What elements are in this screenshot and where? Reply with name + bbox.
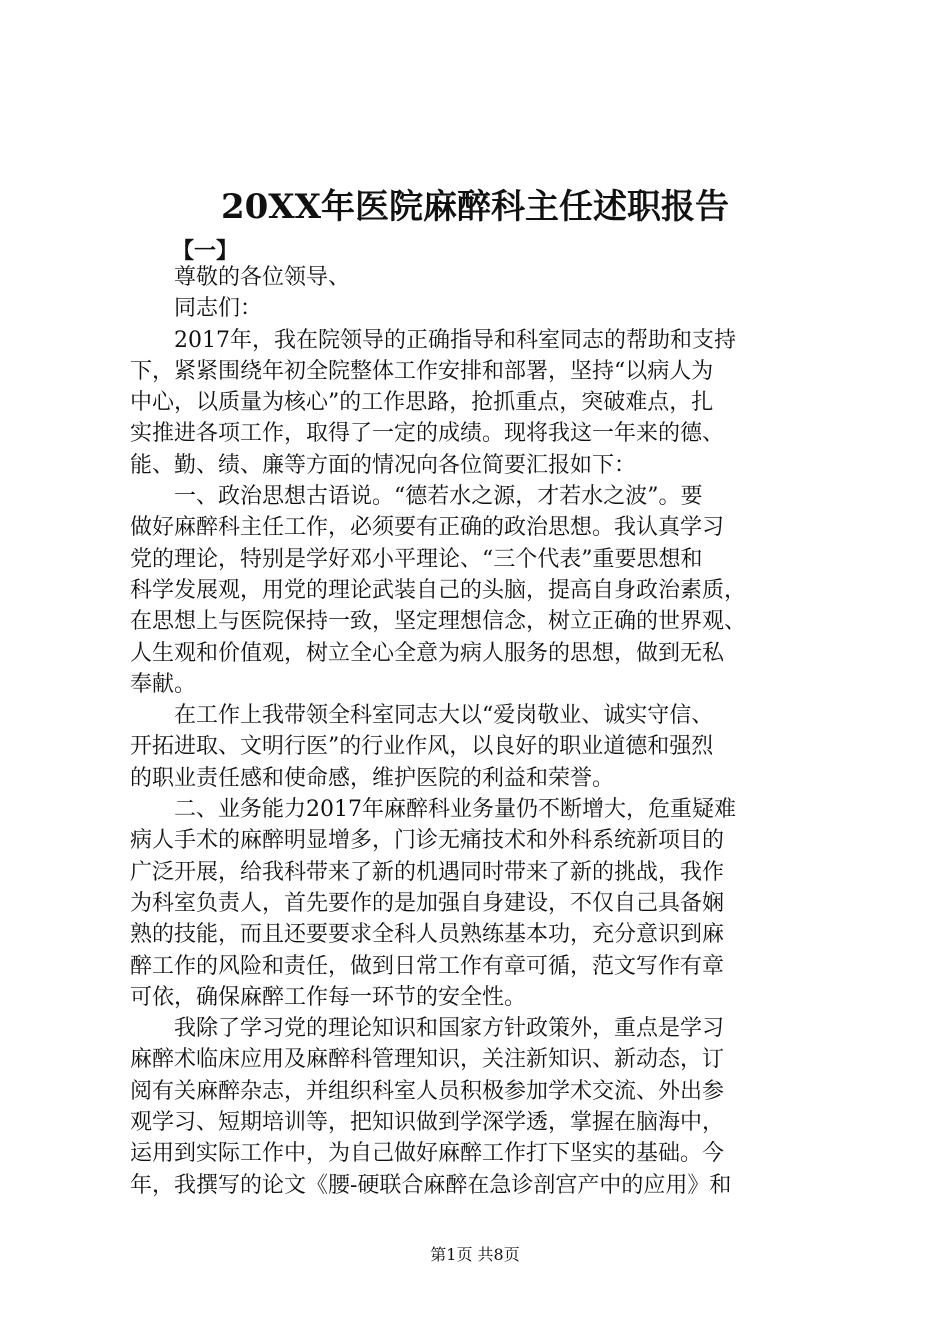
text-line: 做好麻醉科主任工作，必须要有正确的政治思想。我认真学习 — [130, 515, 725, 541]
text-line: 我除了学习党的理论知识和国家方针政策外，重点是学习 — [174, 1016, 725, 1042]
text-line: 开拓进取、文明行医”的行业作风，以良好的职业道德和强烈 — [130, 734, 714, 760]
text-line: 尊敬的各位领导、 — [174, 265, 351, 290]
document-body — [130, 262, 830, 1201]
text-line: 广泛开展，给我科带来了新的机遇同时带来了新的挑战，我作 — [130, 859, 725, 885]
text-line: 阅有关麻醉杂志，并组织科室人员积极参加学术交流、外出参 — [130, 1078, 725, 1104]
text-line: 能、勤、绩、廉等方面的情况向各位简要汇报如下： — [130, 452, 637, 478]
text-line: 同志们： — [174, 296, 263, 322]
text-line: 在工作上我带领全科室同志大以“爱岗敬业、诚实守信、 — [174, 703, 714, 729]
text-line: 年，我撰写的论文《腰-硬联合麻醉在急诊剖宫产中的应用》和 — [130, 1172, 732, 1198]
text-line: 科学发展观，用党的理论武装自己的头脑，提高自身政治素质， — [130, 577, 747, 603]
text-line: 观学习、短期培训等，把知识做到学深学透，掌握在脑海中， — [130, 1110, 725, 1136]
document-title: 20XX年医院麻醉科主任述职报告 — [220, 187, 730, 227]
text-line: 奉献。 — [130, 671, 197, 697]
text-line: 2017年，我在院领导的正确指导和科室同志的帮助和支持 — [174, 327, 736, 353]
text-line: 在思想上与医院保持一致，坚定理想信念，树立正确的世界观、 — [130, 609, 747, 635]
text-line: 党的理论，特别是学好邓小平理论、“三个代表”重要思想和 — [130, 546, 703, 572]
text-line: 运用到实际工作中，为自己做好麻醉工作打下坚实的基础。今 — [130, 1141, 725, 1167]
text-line: 病人手术的麻醉明显增多，门诊无痛技术和外科系统新项目的 — [130, 828, 725, 854]
text-line: 二、业务能力2017年麻醉科业务量仍不断增大，危重疑难 — [174, 797, 736, 823]
text-line: 熟的技能，而且还要要求全科人员熟练基本功，充分意识到麻 — [130, 922, 725, 948]
text-line: 的职业责任感和使命感，维护医院的利益和荣誉。 — [130, 765, 615, 791]
text-line: 中心，以质量为核心”的工作思路，抢抓重点，突破难点，扎 — [130, 390, 714, 416]
text-line: 人生观和价值观，树立全心全意为病人服务的思想，做到无私 — [130, 640, 725, 666]
section-label: 【一】 — [172, 238, 239, 264]
text-line: 可依，确保麻醉工作每一环节的安全性。 — [130, 984, 527, 1010]
text-line: 下，紧紧围绕年初全院整体工作安排和部署，坚持“以病人为 — [130, 358, 714, 384]
text-line: 实推进各项工作，取得了一定的成绩。现将我这一年来的德、 — [130, 421, 725, 447]
text-line: 一、政治思想古语说。“德若水之源，才若水之波”。要 — [174, 484, 703, 510]
text-line: 麻醉术临床应用及麻醉科管理知识，关注新知识、新动态，订 — [130, 1047, 725, 1073]
page-footer: 第1页 共8页 — [430, 1245, 520, 1264]
text-line: 醉工作的风险和责任，做到日常工作有章可循，范文写作有章 — [130, 953, 725, 979]
text-line: 为科室负责人，首先要作的是加强自身建设，不仅自己具备娴 — [130, 890, 725, 916]
